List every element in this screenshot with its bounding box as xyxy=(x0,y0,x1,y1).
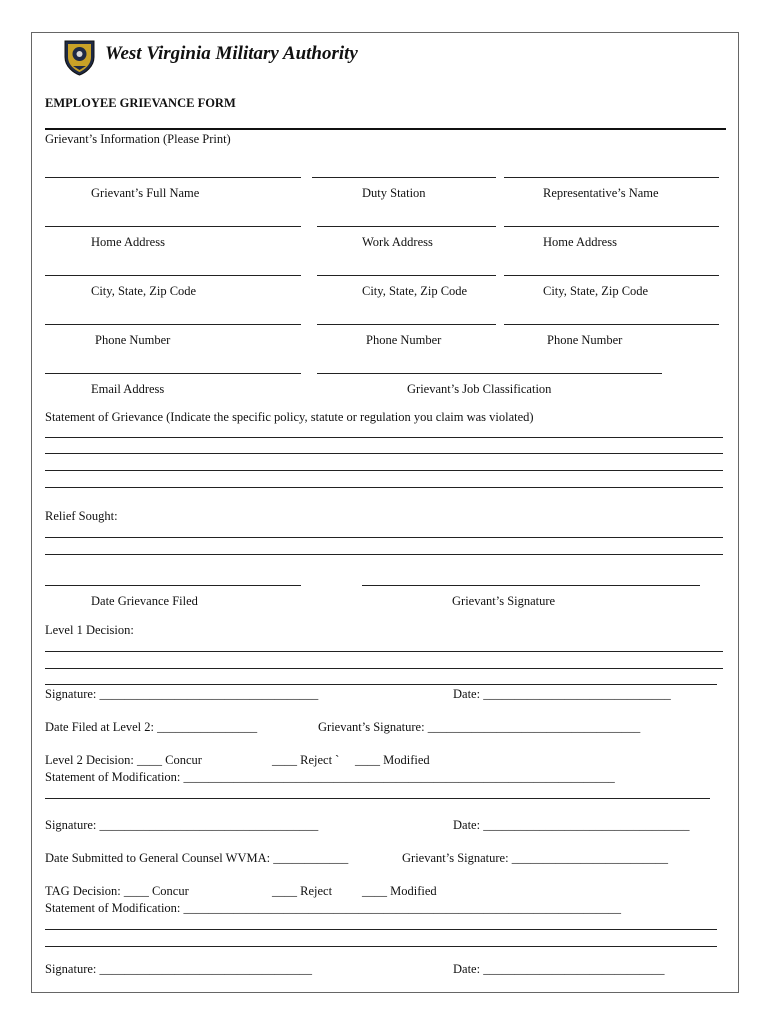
date-submitted-counsel-field[interactable]: Date Submitted to General Counsel WVMA: ____________ xyxy=(45,851,349,865)
date-filed-level2-field[interactable]: Date Filed at Level 2: ________________ xyxy=(45,720,258,734)
field-caption: City, State, Zip Code xyxy=(91,284,197,298)
tag-modification-field[interactable]: Statement of Modification: ______________________________________________________________________ xyxy=(45,901,622,915)
field-caption: Email Address xyxy=(91,382,165,396)
tag-line[interactable] xyxy=(45,929,717,930)
counsel-grievant-signature-field[interactable]: Grievant’s Signature: _________________________ xyxy=(402,851,668,865)
field-caption: Grievant’s Signature xyxy=(452,594,556,608)
tag-concur-option[interactable]: TAG Decision: ____ Concur xyxy=(45,884,189,898)
level2-line[interactable] xyxy=(45,798,710,799)
tag-modified-option[interactable]: ____ Modified xyxy=(362,884,437,898)
field-caption: Grievant’s Full Name xyxy=(91,186,200,200)
level1-line[interactable] xyxy=(45,684,717,685)
statement-line[interactable] xyxy=(45,437,723,438)
level1-signature-field[interactable]: Signature: ___________________________________ xyxy=(45,687,319,701)
field-caption: City, State, Zip Code xyxy=(543,284,649,298)
relief-sought-label: Relief Sought: xyxy=(45,509,118,523)
level2-signature-field[interactable]: Signature: ___________________________________ xyxy=(45,818,319,832)
relief-line[interactable] xyxy=(45,554,723,555)
field-caption: Phone Number xyxy=(366,333,442,347)
title-rule xyxy=(45,128,726,130)
wvma-shield-crest-icon xyxy=(63,39,96,76)
level2-modification-field[interactable]: Statement of Modification: _____________________________________________________________________ xyxy=(45,770,615,784)
level2-grievant-signature-field[interactable]: Grievant’s Signature: __________________________________ xyxy=(318,720,641,734)
field-caption: Phone Number xyxy=(95,333,171,347)
field-caption: City, State, Zip Code xyxy=(362,284,468,298)
tag-line[interactable] xyxy=(45,946,717,947)
level2-concur-option[interactable]: Level 2 Decision: ____ Concur xyxy=(45,753,202,767)
level2-date-field[interactable]: Date: _________________________________ xyxy=(453,818,690,832)
field-caption: Phone Number xyxy=(547,333,623,347)
field-caption: Duty Station xyxy=(362,186,426,200)
field-caption: Date Grievance Filed xyxy=(91,594,198,608)
field-caption: Work Address xyxy=(362,235,433,249)
relief-line[interactable] xyxy=(45,537,723,538)
statement-line[interactable] xyxy=(45,470,723,471)
grievant-info-heading: Grievant’s Information (Please Print) xyxy=(45,132,231,146)
form-title: EMPLOYEE GRIEVANCE FORM xyxy=(45,96,236,110)
statement-of-grievance-label: Statement of Grievance (Indicate the specific policy, statute or regulation you claim was violated) xyxy=(45,410,534,424)
statement-line[interactable] xyxy=(45,487,723,488)
tag-reject-option[interactable]: ____ Reject xyxy=(272,884,333,898)
tag-date-field[interactable]: Date: _____________________________ xyxy=(453,962,665,976)
level1-line[interactable] xyxy=(45,668,723,669)
organization-name: West Virginia Military Authority xyxy=(105,43,358,64)
level1-line[interactable] xyxy=(45,651,723,652)
field-caption: Home Address xyxy=(91,235,165,249)
statement-line[interactable] xyxy=(45,453,723,454)
level2-modified-option[interactable]: ____ Modified xyxy=(355,753,430,767)
field-caption: Representative’s Name xyxy=(543,186,659,200)
level1-date-field[interactable]: Date: ______________________________ xyxy=(453,687,671,701)
tag-signature-field[interactable]: Signature: __________________________________ xyxy=(45,962,313,976)
level1-decision-label: Level 1 Decision: xyxy=(45,623,134,637)
level2-reject-option[interactable]: ____ Reject ` xyxy=(272,753,340,767)
field-caption: Grievant’s Job Classification xyxy=(407,382,552,396)
field-caption: Home Address xyxy=(543,235,617,249)
